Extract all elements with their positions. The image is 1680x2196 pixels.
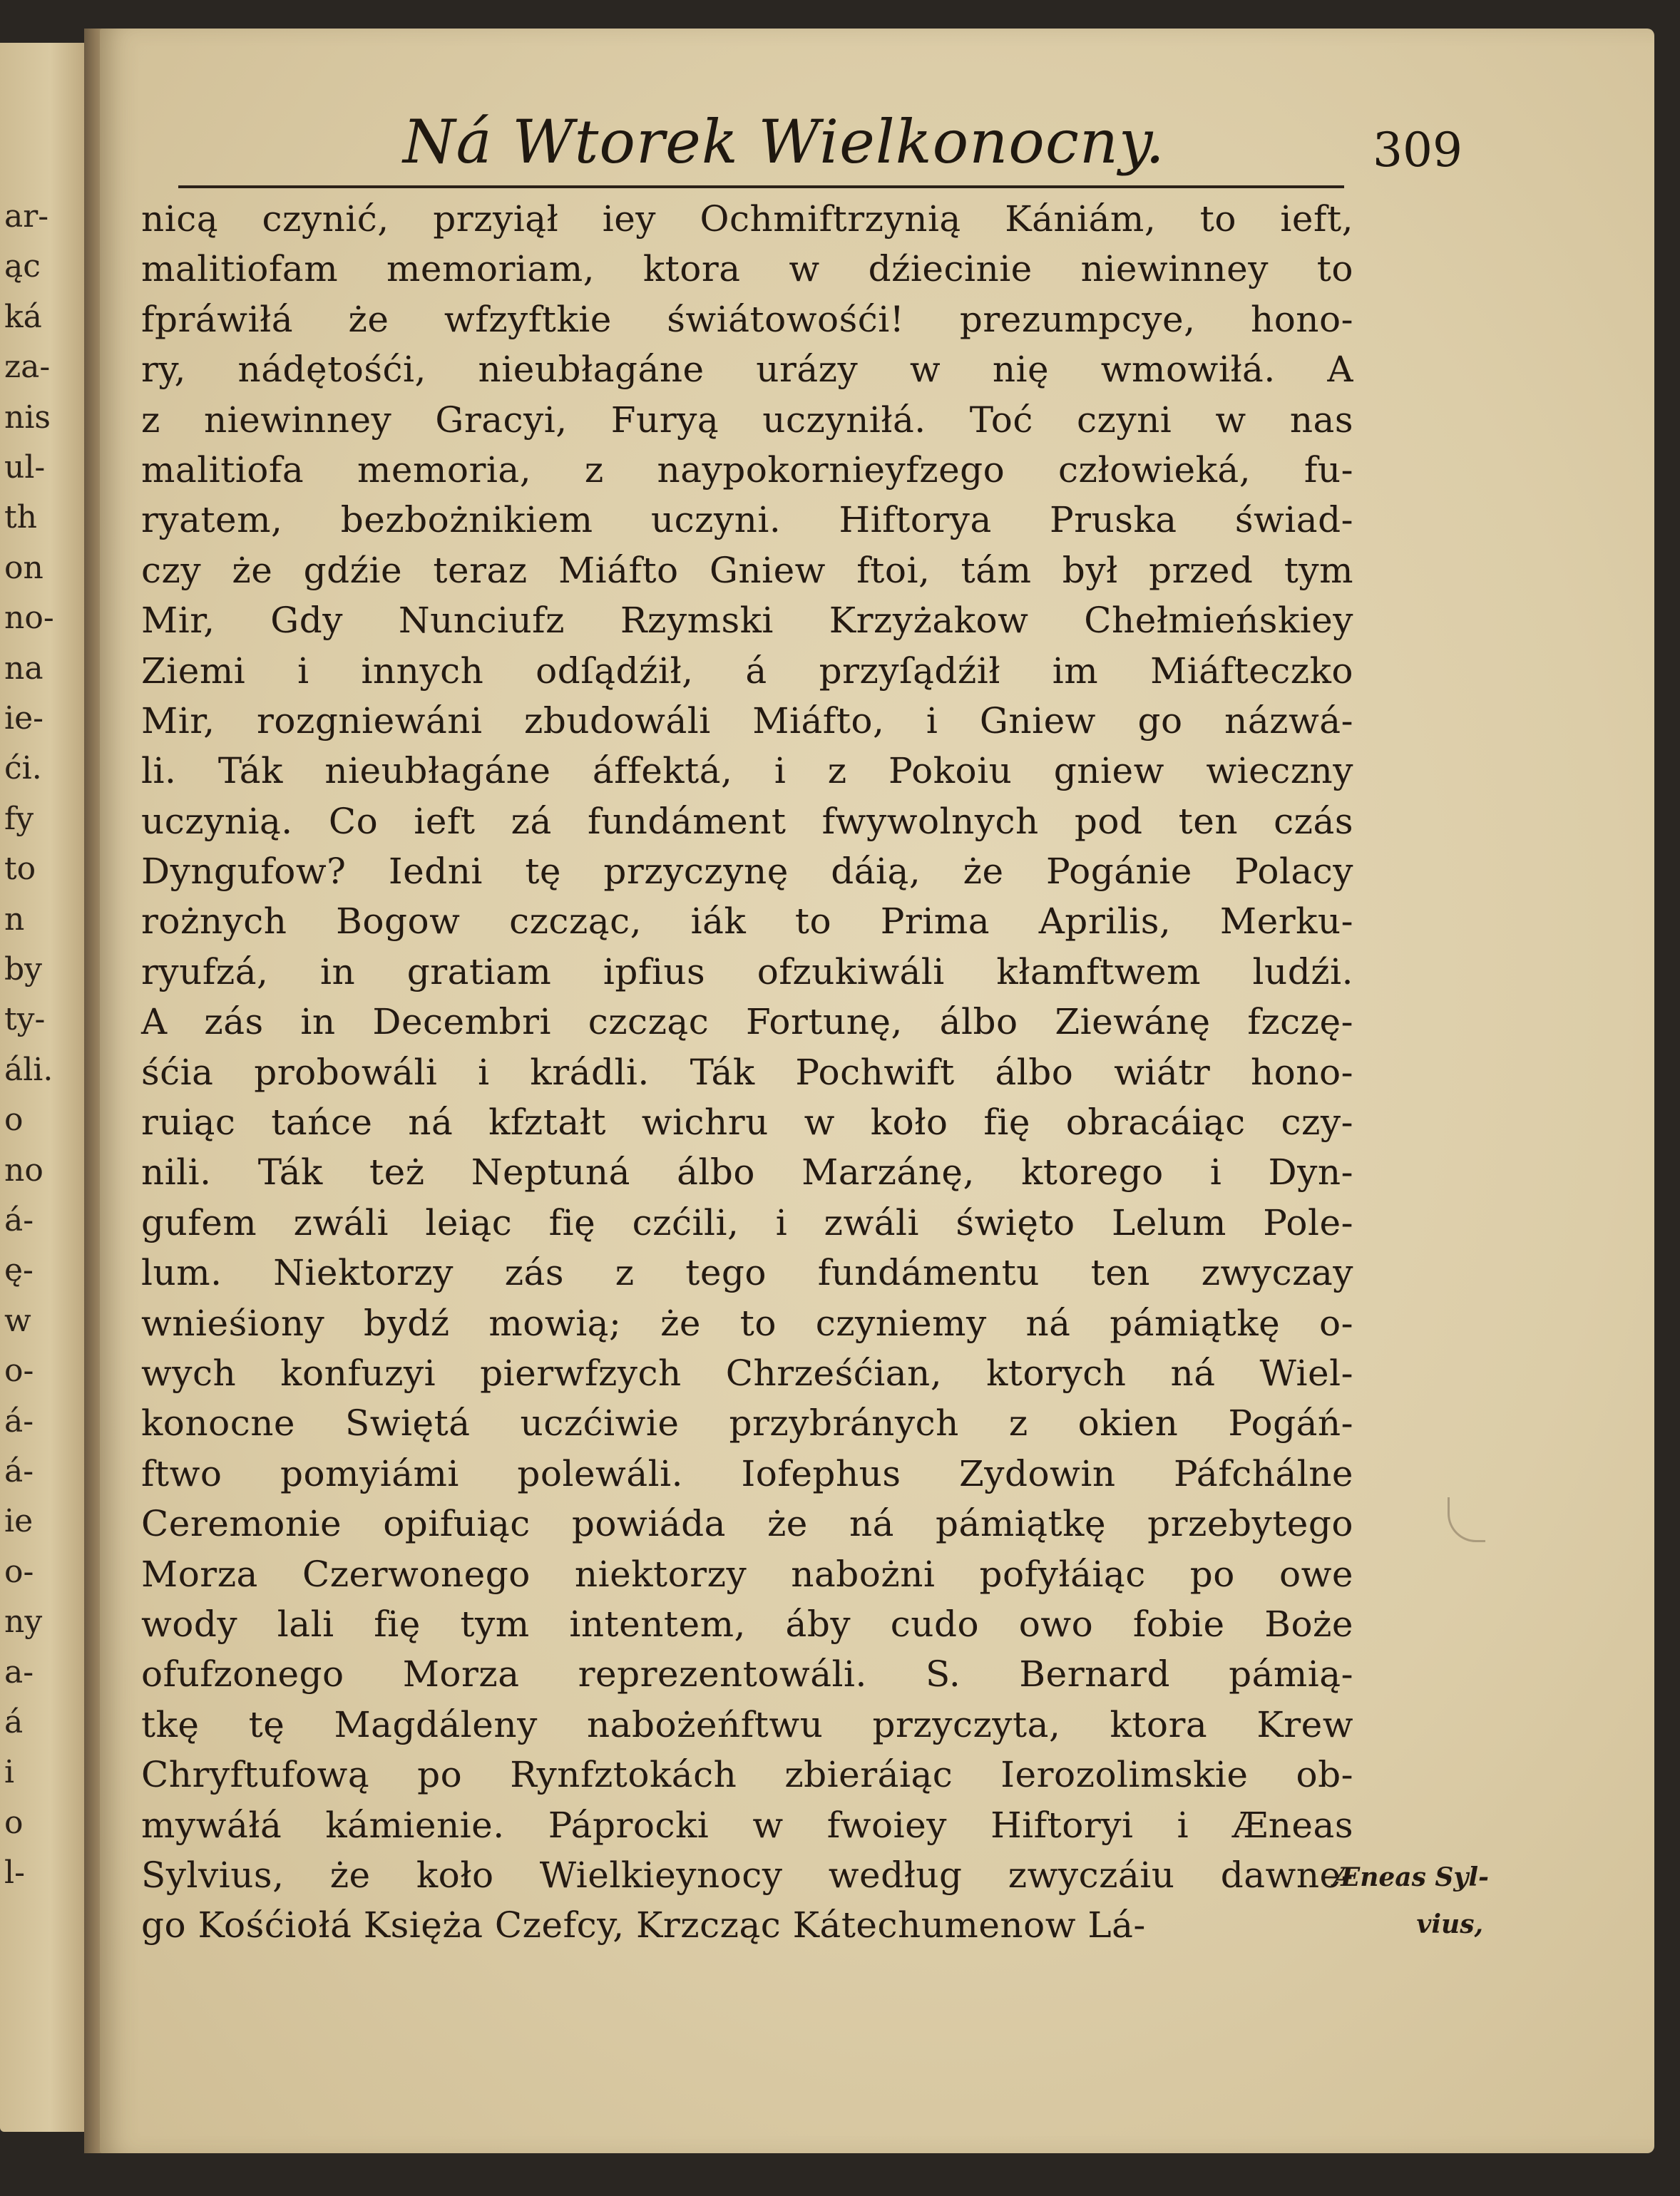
text-line: wnieśiony bydź mowią; że to czyniemy ná pámiątkę o- [141,1302,1353,1344]
facing-page-fragment-line: ie [4,1503,34,1540]
text-line: ryufzá, in gratiam ipfius ofzukiwáli kłamftwem ludźi. [141,950,1353,992]
text-line: tkę tę Magdáleny nabożeńftwu przyczyta, ktora Krew [141,1703,1353,1745]
text-line: ofufzonego Morza reprezentowáli. S. Bernard pámią- [141,1653,1353,1695]
header-rule [178,185,1344,188]
facing-page-fragment-line: o- [4,1353,34,1390]
text-line: A zás in Decembri czcząc Fortunę, álbo Ziewánę fzczę- [141,1001,1353,1043]
text-line: uczynią. Co ieft zá fundáment fwywolnych pod ten czás [141,800,1353,842]
text-line: ryatem, bezbożnikiem uczyni. Hiftorya Pruska świad- [141,499,1353,541]
facing-page-fragment-line: a- [4,1653,34,1690]
text-line: gufem zwáli leiąc fię czćili, i zwáli święto Lelum Pole- [141,1201,1353,1243]
text-line: ftwo pomyiámi polewáli. Iofephus Zydowin Páfchálne [141,1452,1353,1494]
text-line: Ziemi i innych odſądźił, á przyſądźił im Miáfteczko [141,650,1353,692]
text-line: malitiofa memoria, z naypokornieyfzego człowieká, fu- [141,448,1353,491]
facing-page-fragment-line: á- [4,1453,34,1489]
facing-page-fragment-line: n [4,901,25,938]
facing-page-fragment-line: á [4,1704,24,1740]
text-line: konocne Swiętá uczćiwie przybránych z okien Pogáń- [141,1402,1353,1445]
facing-page-fragment-line: áli. [4,1051,53,1088]
text-line: Sylvius, że koło Wielkieynocy według zwyczáiu dawne- [141,1854,1353,1896]
text-line: nili. Ták też Neptuná álbo Marzánę, ktorego i Dyn- [141,1151,1353,1194]
facing-page-fragment-line: by [4,951,43,987]
text-line: Mir, Gdy Nunciufz Rzymski Krzyżakow Chełmieńskiey [141,600,1353,642]
text-line: fpráwiłá że wfzyftkie świátowośći! prezumpcye, hono- [141,298,1353,340]
text-line: Dyngufow? Iedni tę przyczynę dáią, że Pogánie Polacy [141,851,1353,893]
facing-page-fragment-line: nis [4,399,51,436]
facing-page-line-ends [0,43,91,2132]
facing-page-fragment-line: ty- [4,1001,46,1038]
text-line: malitiofam memoriam, ktora w dźiecinie niewinney to [141,248,1353,290]
facing-page-fragment-line: za- [4,349,51,386]
margin-note [1333,1854,1489,1948]
facing-page-fragment-line: no- [4,600,54,637]
text-line: śćia probowáli i krádli. Ták Pochwift álbo wiátr hono- [141,1051,1353,1093]
facing-page-fragment-line: ći. [4,750,42,787]
facing-page-fragment-line: no [4,1151,43,1189]
text-line: Ceremonie opifuiąc powiáda że ná pámiątkę przebytego [141,1503,1353,1545]
facing-page-fragment [0,43,91,2132]
text-line: nicą czynić, przyiął iey Ochmiftrzynią Kániám, to ieft, [141,198,1353,240]
margin-note-line: vius, [1416,1909,1483,1939]
text-line: wych konfuzyi pierwfzych Chrześćian, ktorych ná Wiel- [141,1352,1353,1394]
facing-page-fragment-line: th [4,499,38,536]
facing-page-fragment-line: ę- [4,1252,34,1289]
facing-page-fragment-line: á- [4,1402,34,1440]
page-title: Ná Wtorek Wielkonocny. [403,107,1166,177]
facing-page-fragment-line: on [4,549,43,586]
text-line: Morza Czerwonego niektorzy nabożni pofyłáiąc po owe [141,1553,1353,1595]
text-line: li. Ták nieubłagáne áffektá, i z Pokoiu gniew wieczny [141,750,1353,792]
body-text [141,194,1353,1951]
text-line: Chryftufową po Rynfztokách zbieráiąc Ierozolimskie ob- [141,1754,1353,1796]
facing-page-fragment-line: l- [4,1854,25,1892]
facing-page-fragment-line: fy [4,800,34,837]
text-line: rożnych Bogow czcząc, iák to Prima Aprilis, Merku- [141,901,1353,943]
facing-page-fragment-line: o- [4,1553,34,1590]
text-line: czy że gdźie teraz Miáfto Gniew ftoi, tám był przed tym [141,549,1353,591]
text-line: mywáłá kámienie. Páprocki w fwoiey Hiftoryi i Æneas [141,1804,1353,1846]
facing-page-fragment-line: ul- [4,449,46,486]
facing-page-fragment-line: ny [4,1604,43,1641]
text-line: go Kośćiołá Księża Czefcy, Krzcząc Kátechumenow Lá- [141,1904,1146,1946]
facing-page-fragment-line: á- [4,1202,34,1238]
text-line: lum. Niektorzy zás z tego fundámentu ten zwyczay [141,1252,1353,1294]
facing-page-fragment-line: i [4,1754,15,1791]
facing-page-fragment-line: ie- [4,700,43,737]
facing-page-fragment-line: na [4,650,43,687]
facing-page-fragment-line: ká [4,298,42,335]
facing-page-fragment-line: w [4,1302,31,1339]
text-line: ry, nádętośći, nieubłagáne urázy w nię wmowiłá. A [141,349,1353,391]
page-number: 309 [1373,123,1463,178]
text-line: ruiąc tańce ná kfztałt wichru w koło fię obracáiąc czy- [141,1102,1353,1144]
running-head [100,86,1463,193]
text-line: wody lali fię tym intentem, áby cudo owo fobie Boże [141,1603,1353,1645]
facing-page-fragment-line: to [4,851,36,888]
text-line: Mir, rozgniewáni zbudowáli Miáfto, i Gniew go názwá- [141,699,1353,742]
facing-page-fragment-line: ar- [4,198,49,235]
facing-page-fragment-line: o [4,1804,24,1841]
facing-page-fragment-line: ąc [4,248,41,285]
facing-page-fragment-line: o [4,1102,24,1139]
text-line: z niewinney Gracyi, Furyą uczyniłá. Toć czyni w nas [141,399,1353,441]
margin-note-line: Æneas Syl- [1333,1862,1489,1892]
